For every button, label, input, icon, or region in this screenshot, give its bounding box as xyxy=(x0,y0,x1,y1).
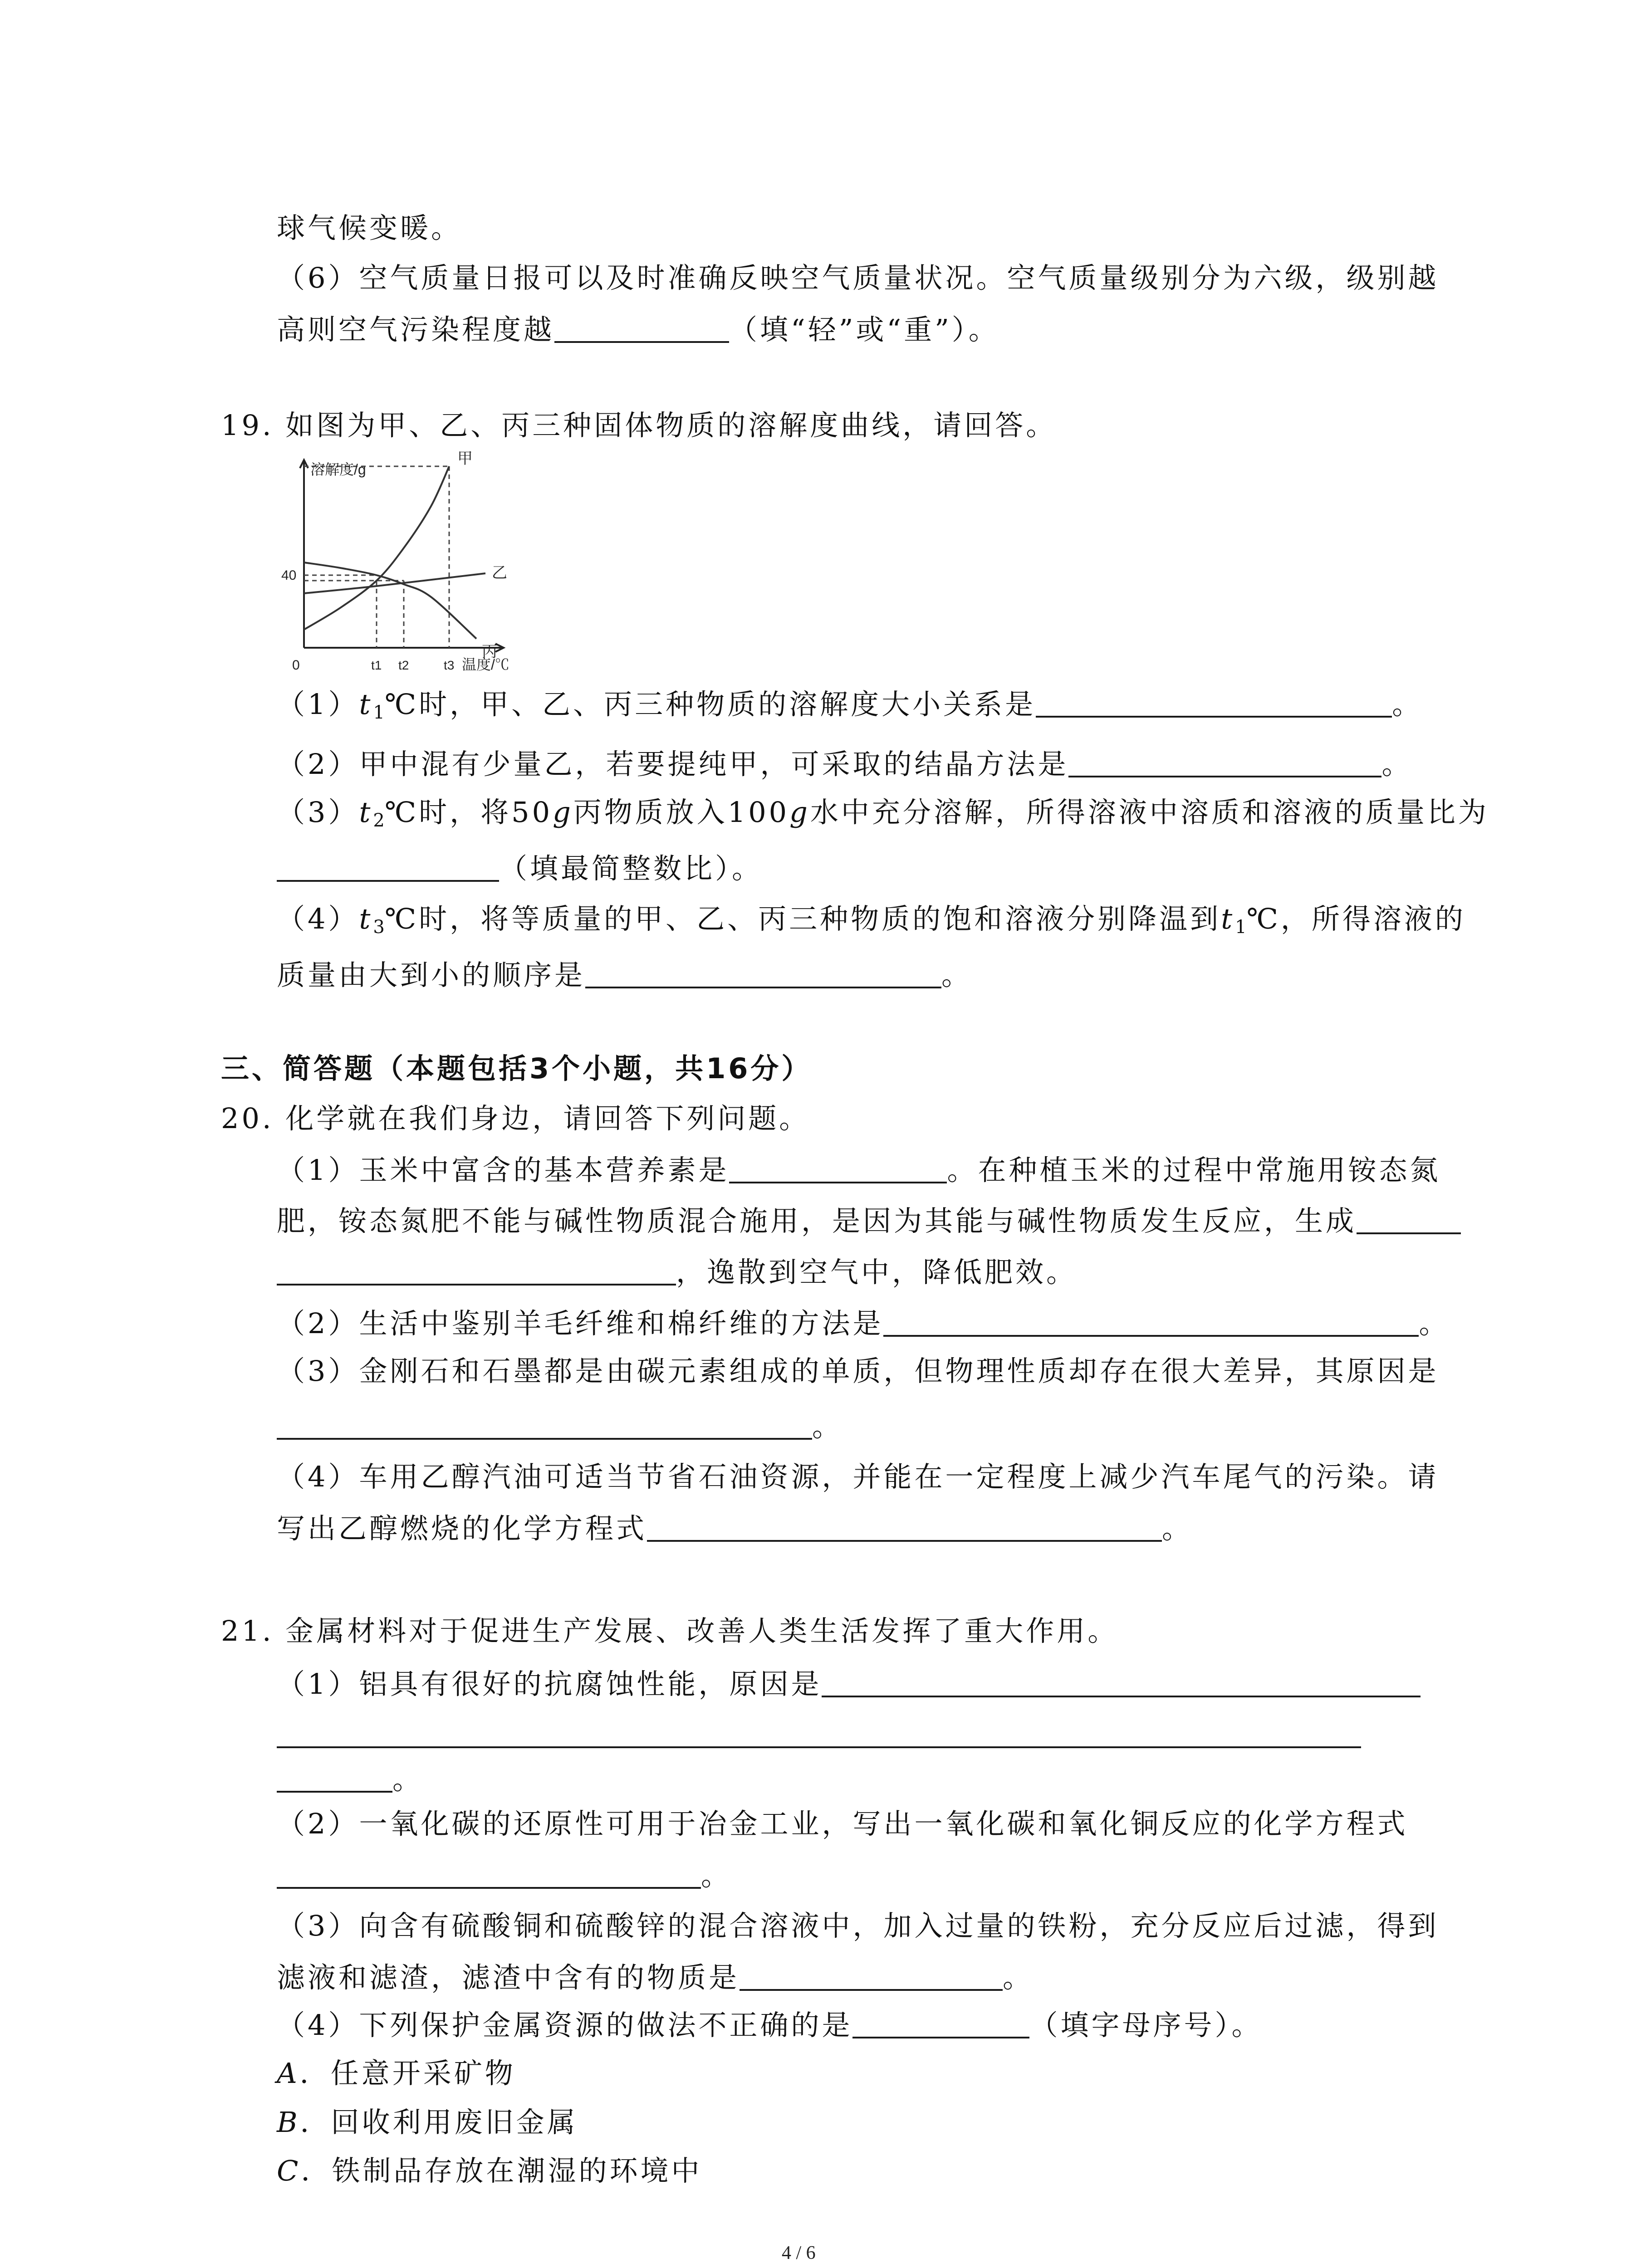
q19-p4-text-b: ℃，所得溶液的 xyxy=(1246,902,1466,935)
x-tick-label-t1: t1 xyxy=(371,658,382,672)
q20-p2-answer-blank[interactable] xyxy=(883,1308,1419,1337)
q20-p3-line2-post: 。 xyxy=(812,1410,843,1443)
q21-p3-line2 xyxy=(277,1962,1034,1992)
q21-option-a-letter: A xyxy=(277,2057,300,2090)
q21-option-c-text: ．铁制品存放在潮湿的环境中 xyxy=(301,2154,702,2187)
q20-p1-answer-blank-2a[interactable] xyxy=(1357,1205,1461,1234)
q21-p3-line2-post: 。 xyxy=(1003,1961,1034,1994)
q21-p1-line2 xyxy=(277,1719,1361,1749)
series-label-0: 甲 xyxy=(457,450,473,467)
chart-guides xyxy=(304,466,449,648)
q19-p3-num: （3） xyxy=(277,796,359,829)
q19-p4-line2 xyxy=(277,958,973,992)
q21-p3-line1: （3）向含有硫酸铜和硫酸锌的混合溶液中，加入过量的铁粉，充分反应后过滤，得到 xyxy=(277,1909,1439,1942)
q21-p4 xyxy=(277,2009,1263,2042)
q21-p3-answer-blank[interactable] xyxy=(740,1962,1003,1991)
q20-p1-post: 。在种植玉米的过程中常施用铵态氮 xyxy=(947,1154,1441,1187)
q19-p3-line1 xyxy=(277,796,1489,831)
q19-p3-unit-g1: g xyxy=(553,796,573,829)
q19-p4-line1 xyxy=(277,902,1466,938)
x-axis-label: 温度/℃ xyxy=(462,656,509,673)
q21-p4-post: （填字母序号）。 xyxy=(1029,2009,1263,2042)
solubility-chart xyxy=(281,450,517,675)
q20-p3-line1: （3）金刚石和石墨都是由碳元素组成的单质，但物理性质却存在很大差异，其原因是 xyxy=(277,1354,1439,1388)
q21-p1-line3-post: 。 xyxy=(392,1763,424,1796)
y-axis-label: 溶解度/g xyxy=(310,461,366,478)
q20-p1-text: （1）玉米中富含的基本营养素是 xyxy=(277,1154,730,1187)
origin-label: 0 xyxy=(292,658,300,673)
q20-p2-text: （2）生活中鉴别羊毛纤维和棉纤维的方法是 xyxy=(277,1307,884,1340)
q20-p3-line2 xyxy=(277,1411,843,1441)
q19-p3-line2-post: （填最简整数比）。 xyxy=(499,852,763,885)
q21-p2-line2-post: 。 xyxy=(701,1859,732,1892)
q19-p1-sub: 1 xyxy=(373,702,385,723)
q18-p6-answer-blank[interactable] xyxy=(554,314,729,343)
q21-option-b-text: ．回收利用废旧金属 xyxy=(300,2106,578,2139)
chart-axes xyxy=(300,460,504,652)
q20-p1-line2-text: 肥，铵态氮肥不能与碱性物质混合施用，是因为其能与碱性物质发生反应，生成 xyxy=(277,1204,1357,1237)
q20-p4-line2-post: 。 xyxy=(1162,1512,1193,1545)
q19-p4-t: t xyxy=(359,902,373,935)
q19-p1-num: （1） xyxy=(277,688,359,721)
curve-1 xyxy=(304,573,485,593)
q21-p2-line2 xyxy=(277,1860,732,1890)
q19-p3-text-c: 水中充分溶解，所得溶液中溶质和溶液的质量比为 xyxy=(810,796,1489,829)
q19-p2-text: （2）甲中混有少量乙，若要提纯甲，可采取的结晶方法是 xyxy=(277,748,1069,781)
q20-p2-post: 。 xyxy=(1419,1307,1450,1340)
q21-p1-text: （1）铝具有很好的抗腐蚀性能，原因是 xyxy=(277,1667,822,1701)
q20-p4-line2-text: 写出乙醇燃烧的化学方程式 xyxy=(277,1512,647,1545)
q19-p4-line2-post: 。 xyxy=(941,958,973,992)
q20-p4-line2 xyxy=(277,1513,1193,1543)
q19-p2-post: 。 xyxy=(1381,748,1413,781)
q20-p1-line1 xyxy=(277,1154,1441,1187)
q21-option-c xyxy=(277,2154,702,2187)
q19-stem: 19. 如图为甲、乙、丙三种固体物质的溶解度曲线，请回答。 xyxy=(221,409,1057,442)
q19-p3-line2 xyxy=(277,853,763,883)
q18-p6-line2 xyxy=(277,314,999,344)
q18-tail-line: 球气候变暖。 xyxy=(277,211,462,244)
q19-p4-sub: 3 xyxy=(373,917,385,938)
q20-p1-line2 xyxy=(277,1205,1461,1235)
q20-p4-answer-blank[interactable] xyxy=(647,1513,1162,1542)
x-tick-label-t2: t2 xyxy=(398,658,409,672)
q21-option-a-text: ．任意开采矿物 xyxy=(299,2057,516,2090)
q20-stem: 20. 化学就在我们身边，请回答下列问题。 xyxy=(221,1102,810,1135)
q20-p3-answer-blank[interactable] xyxy=(277,1411,812,1440)
q21-p4-answer-blank[interactable] xyxy=(852,2009,1029,2038)
chart-labels xyxy=(281,450,509,673)
q21-p3-line2-text: 滤液和滤渣，滤渣中含有的物质是 xyxy=(277,1961,740,1994)
q19-p3-t: t xyxy=(359,796,373,829)
q19-p3-unit-g2: g xyxy=(789,796,810,829)
q19-p4-line2-text: 质量由大到小的顺序是 xyxy=(277,958,586,992)
q19-p1-post: 。 xyxy=(1392,688,1423,721)
q21-option-b xyxy=(277,2106,578,2139)
q20-p1-answer-blank-1[interactable] xyxy=(729,1154,947,1183)
q19-p3-text-b: 丙物质放入100 xyxy=(573,796,790,829)
x-tick-label-t3: t3 xyxy=(444,658,455,672)
q19-p2-answer-blank[interactable] xyxy=(1068,748,1381,777)
q21-p2-answer-blank[interactable] xyxy=(277,1860,701,1889)
q21-option-b-letter: B xyxy=(277,2106,300,2139)
q21-p1-answer-blank-1[interactable] xyxy=(822,1668,1421,1697)
q19-p1 xyxy=(277,688,1423,723)
q18-p6-line2-post: （填“轻”或“重”）。 xyxy=(729,313,999,346)
q20-p1-line3 xyxy=(277,1256,1078,1289)
q20-p1-line3-post: ，逸散到空气中，降低肥效。 xyxy=(676,1256,1078,1289)
q21-option-c-letter: C xyxy=(277,2154,301,2187)
q19-p3-text-a: ℃时，将50 xyxy=(384,796,553,829)
q21-option-a xyxy=(277,2057,516,2090)
q19-p4-answer-blank[interactable] xyxy=(585,959,941,988)
series-label-2: 丙 xyxy=(482,643,497,660)
q19-p4-num: （4） xyxy=(277,902,359,935)
q20-p2 xyxy=(277,1308,1450,1338)
q21-p1-line1 xyxy=(277,1667,1421,1701)
series-label-1: 乙 xyxy=(492,564,507,582)
q19-p4-t2: t xyxy=(1221,902,1235,935)
q20-p1-answer-blank-2b[interactable] xyxy=(277,1256,676,1286)
page-number: 4 / 6 xyxy=(782,2243,816,2263)
q21-p1-answer-blank-2[interactable] xyxy=(277,1719,1361,1748)
q18-p6-line1: （6）空气质量日报可以及时准确反映空气质量状况。空气质量级别分为六级，级别越 xyxy=(277,261,1439,294)
q20-p4-line1: （4）车用乙醇汽油可适当节省石油资源，并能在一定程度上减少汽车尾气的污染。请 xyxy=(277,1460,1439,1493)
q21-p2-line1: （2）一氧化碳的还原性可用于冶金工业，写出一氧化碳和氧化铜反应的化学方程式 xyxy=(277,1807,1408,1840)
q19-p1-text: ℃时，甲、乙、丙三种物质的溶解度大小关系是 xyxy=(384,688,1036,721)
q18-p6-line2-text: 高则空气污染程度越 xyxy=(277,313,555,346)
q19-p4-text-a: ℃时，将等质量的甲、乙、丙三种物质的饱和溶液分别降温到 xyxy=(384,902,1221,935)
section3-title: 三、简答题（本题包括3个小题，共16分） xyxy=(221,1052,813,1085)
curve-2 xyxy=(304,562,476,639)
q21-stem: 21. 金属材料对于促进生产发展、改善人类生活发挥了重大作用。 xyxy=(221,1614,1119,1647)
chart-curves xyxy=(304,466,485,639)
y-tick-label-40: 40 xyxy=(281,568,297,583)
q19-p2 xyxy=(277,748,1413,781)
q21-p1-answer-blank-3[interactable] xyxy=(277,1764,392,1793)
q19-p1-answer-blank[interactable] xyxy=(1036,689,1392,718)
q19-p4-sub2: 1 xyxy=(1235,917,1247,938)
q19-p1-t: t xyxy=(359,688,373,721)
q21-p4-text: （4）下列保护金属资源的做法不正确的是 xyxy=(277,2009,853,2042)
q19-p3-sub: 2 xyxy=(373,810,385,831)
q19-p3-answer-blank[interactable] xyxy=(277,853,499,882)
q21-p1-line3 xyxy=(277,1764,423,1794)
